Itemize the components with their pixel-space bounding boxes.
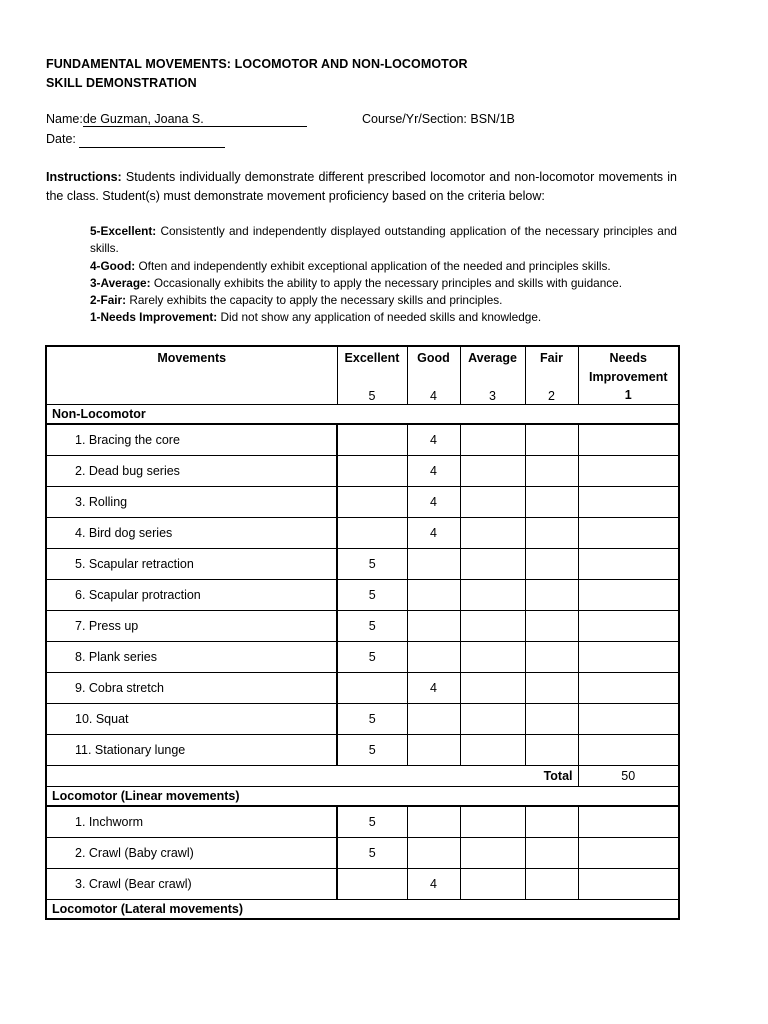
score-excellent: 5 xyxy=(337,642,407,673)
movement-name: 9. Cobra stretch xyxy=(46,673,337,704)
criterion-label: 2-Fair: xyxy=(90,293,127,308)
section-label: Locomotor (Lateral movements) xyxy=(46,900,679,920)
movement-name: 11. Stationary lunge xyxy=(46,735,337,766)
table-row xyxy=(46,838,679,869)
score-average xyxy=(460,838,525,869)
name-row xyxy=(46,110,307,128)
score-excellent: 5 xyxy=(337,838,407,869)
score-good: 4 xyxy=(407,424,460,456)
score-needs-improvement xyxy=(578,549,679,580)
header-movements: Movements xyxy=(46,346,337,405)
movement-name: 3. Crawl (Bear crawl) xyxy=(46,869,337,900)
score-average xyxy=(460,580,525,611)
score-needs-improvement xyxy=(578,673,679,704)
score-fair xyxy=(525,549,578,580)
score-good xyxy=(407,838,460,869)
score-needs-improvement xyxy=(578,580,679,611)
score-average xyxy=(460,518,525,549)
score-average xyxy=(460,642,525,673)
score-good: 4 xyxy=(407,869,460,900)
score-excellent xyxy=(337,518,407,549)
criteria-list xyxy=(90,223,677,327)
table-row xyxy=(46,518,679,549)
score-good xyxy=(407,611,460,642)
score-good xyxy=(407,549,460,580)
score-fair xyxy=(525,869,578,900)
section-row-non-locomotor xyxy=(46,405,679,425)
name-value: de Guzman, Joana S. xyxy=(83,112,307,127)
movement-name: 4. Bird dog series xyxy=(46,518,337,549)
score-good: 4 xyxy=(407,673,460,704)
table-row xyxy=(46,580,679,611)
table-row xyxy=(46,424,679,456)
criterion-label: 3-Average: xyxy=(90,275,151,290)
document-title xyxy=(46,55,468,93)
table-row xyxy=(46,456,679,487)
criterion-text: Did not show any application of needed skills and knowledge. xyxy=(217,310,542,325)
score-good: 4 xyxy=(407,518,460,549)
score-fair xyxy=(525,704,578,735)
score-fair xyxy=(525,642,578,673)
score-excellent xyxy=(337,424,407,456)
score-fair xyxy=(525,673,578,704)
section-row-locomotor-linear xyxy=(46,787,679,807)
skills-rubric-table xyxy=(45,345,680,920)
title-line-1: FUNDAMENTAL MOVEMENTS: LOCOMOTOR AND NON-LOCOMOTOR xyxy=(46,57,468,71)
criterion-text: Occasionally exhibits the ability to apply the necessary principles and skills with guidance. xyxy=(150,275,623,290)
score-average xyxy=(460,673,525,704)
instructions-label: Instructions: xyxy=(46,170,122,184)
score-excellent: 5 xyxy=(337,735,407,766)
score-fair xyxy=(525,735,578,766)
score-average xyxy=(460,735,525,766)
movement-name: 7. Press up xyxy=(46,611,337,642)
movement-name: 6. Scapular protraction xyxy=(46,580,337,611)
header-needs-improvement: Needs Improvement 1 xyxy=(578,346,679,405)
score-fair xyxy=(525,838,578,869)
criterion-excellent xyxy=(90,223,677,258)
score-average xyxy=(460,869,525,900)
movement-name: 8. Plank series xyxy=(46,642,337,673)
score-average xyxy=(460,611,525,642)
title-line-2: SKILL DEMONSTRATION xyxy=(46,76,197,90)
instructions-text: Students individually demonstrate different prescribed locomotor and non-locomotor movements in the class. Student(s) must demonstrate movement proficiency based on the criteria below: xyxy=(46,170,677,203)
score-needs-improvement xyxy=(578,487,679,518)
score-good xyxy=(407,642,460,673)
criterion-text: Often and independently exhibit exceptional application of the needed and principles skills. xyxy=(135,258,611,273)
table-header-row xyxy=(46,346,679,405)
score-fair xyxy=(525,611,578,642)
score-good xyxy=(407,806,460,838)
score-needs-improvement xyxy=(578,518,679,549)
criterion-text: Rarely exhibits the capacity to apply the necessary skills and principles. xyxy=(126,293,503,308)
name-label: Name: xyxy=(46,112,83,126)
total-label: Total xyxy=(46,766,578,787)
criterion-good xyxy=(90,258,677,275)
criterion-fair xyxy=(90,292,677,309)
score-excellent xyxy=(337,673,407,704)
course-label: Course/Yr/Section: xyxy=(362,112,467,126)
score-fair xyxy=(525,806,578,838)
score-needs-improvement xyxy=(578,806,679,838)
movement-name: 10. Squat xyxy=(46,704,337,735)
score-needs-improvement xyxy=(578,838,679,869)
table-row xyxy=(46,735,679,766)
total-row xyxy=(46,766,679,787)
score-fair xyxy=(525,424,578,456)
score-excellent: 5 xyxy=(337,580,407,611)
score-good xyxy=(407,704,460,735)
criterion-label: 1-Needs Improvement: xyxy=(90,310,218,325)
score-excellent: 5 xyxy=(337,549,407,580)
score-excellent: 5 xyxy=(337,704,407,735)
total-value: 50 xyxy=(578,766,679,787)
section-row-locomotor-lateral xyxy=(46,900,679,920)
table-row xyxy=(46,673,679,704)
movement-name: 2. Dead bug series xyxy=(46,456,337,487)
score-fair xyxy=(525,580,578,611)
instructions-paragraph xyxy=(46,168,677,205)
score-good xyxy=(407,735,460,766)
movement-name: 2. Crawl (Baby crawl) xyxy=(46,838,337,869)
date-blank-line xyxy=(79,133,225,148)
criterion-label: 5-Excellent: xyxy=(90,224,157,238)
score-needs-improvement xyxy=(578,642,679,673)
table-row xyxy=(46,611,679,642)
score-excellent xyxy=(337,487,407,518)
movement-name: 5. Scapular retraction xyxy=(46,549,337,580)
score-average xyxy=(460,487,525,518)
score-fair xyxy=(525,456,578,487)
criterion-needs-improvement xyxy=(90,309,677,326)
table-row xyxy=(46,806,679,838)
section-label: Non-Locomotor xyxy=(46,405,679,425)
score-average xyxy=(460,424,525,456)
table-row xyxy=(46,704,679,735)
score-good xyxy=(407,580,460,611)
date-label: Date: xyxy=(46,132,76,146)
header-excellent: Excellent 5 xyxy=(337,346,407,405)
score-needs-improvement xyxy=(578,424,679,456)
score-fair xyxy=(525,487,578,518)
score-needs-improvement xyxy=(578,735,679,766)
course-value: BSN/1B xyxy=(470,112,515,126)
score-needs-improvement xyxy=(578,869,679,900)
score-average xyxy=(460,806,525,838)
header-fair: Fair 2 xyxy=(525,346,578,405)
score-needs-improvement xyxy=(578,456,679,487)
table-row xyxy=(46,642,679,673)
movement-name: 3. Rolling xyxy=(46,487,337,518)
course-row xyxy=(362,110,515,128)
criterion-average xyxy=(90,275,677,292)
score-excellent xyxy=(337,456,407,487)
score-excellent: 5 xyxy=(337,806,407,838)
criterion-label: 4-Good: xyxy=(90,258,136,273)
score-needs-improvement xyxy=(578,704,679,735)
score-average xyxy=(460,704,525,735)
table-row xyxy=(46,487,679,518)
movement-name: 1. Inchworm xyxy=(46,806,337,838)
section-label: Locomotor (Linear movements) xyxy=(46,787,679,807)
score-good: 4 xyxy=(407,487,460,518)
header-good: Good 4 xyxy=(407,346,460,405)
criterion-text: Consistently and independently displayed outstanding application of the necessary principles and skills. xyxy=(90,224,677,256)
score-average xyxy=(460,456,525,487)
table-row xyxy=(46,869,679,900)
table-row xyxy=(46,549,679,580)
score-excellent xyxy=(337,869,407,900)
score-excellent: 5 xyxy=(337,611,407,642)
movement-name: 1. Bracing the core xyxy=(46,424,337,456)
score-fair xyxy=(525,518,578,549)
score-average xyxy=(460,549,525,580)
score-needs-improvement xyxy=(578,611,679,642)
score-good: 4 xyxy=(407,456,460,487)
date-row xyxy=(46,130,225,148)
header-average: Average 3 xyxy=(460,346,525,405)
